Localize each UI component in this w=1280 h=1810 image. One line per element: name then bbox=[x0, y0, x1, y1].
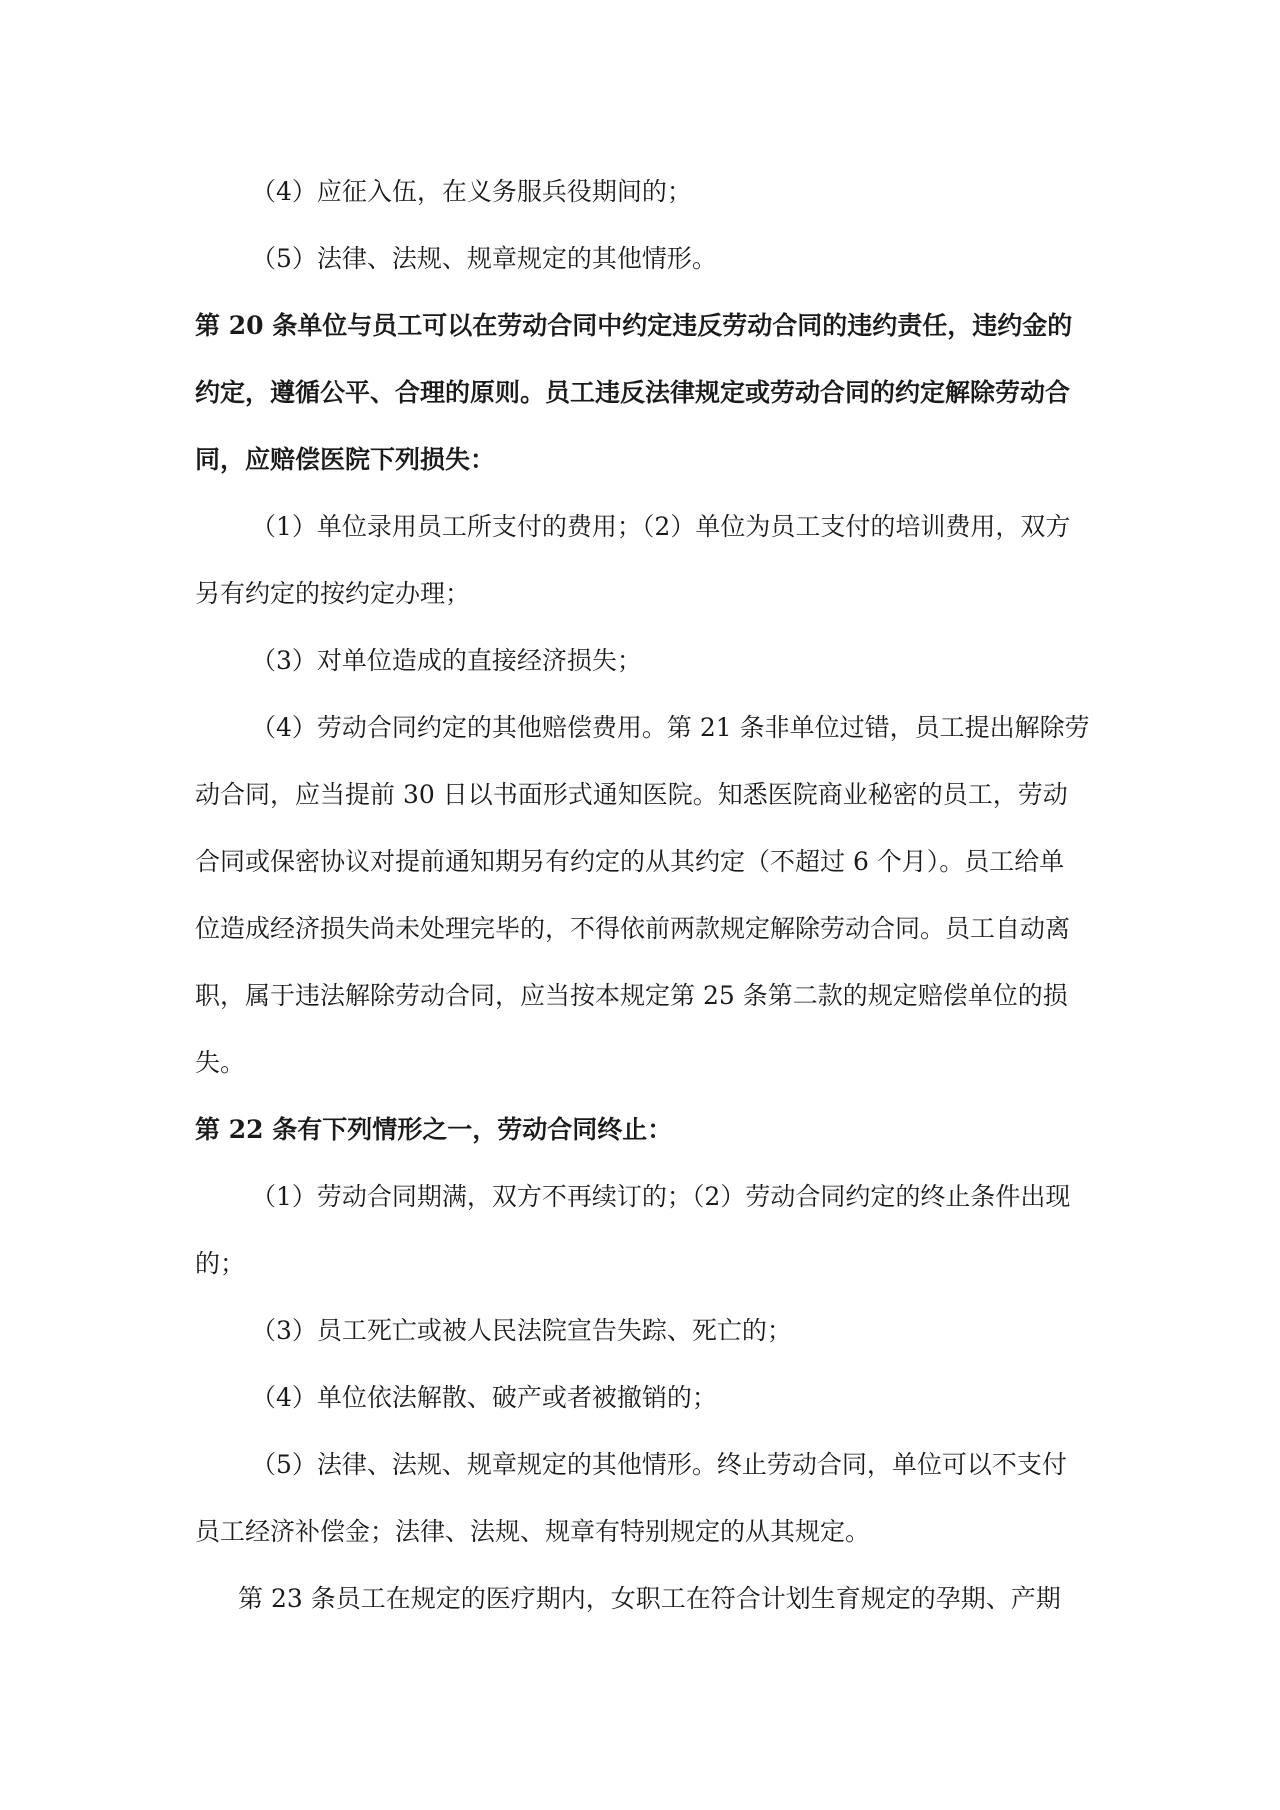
article-heading: 约定，遵循公平、合理的原则。员工违反法律规定或劳动合同的约定解除劳动合 bbox=[195, 378, 1071, 407]
text-line: （4）应征入伍，在义务服兵役期间的； bbox=[251, 177, 692, 206]
text-line: 合同或保密协议对提前通知期另有约定的从其约定（不超过 6 个月）。员工给单 bbox=[195, 847, 1065, 876]
text-line: 另有约定的按约定办理； bbox=[195, 579, 471, 608]
text-line: （3）员工死亡或被人民法院宣告失踪、死亡的； bbox=[251, 1316, 792, 1345]
article-heading: 第 22 条有下列情形之一，劳动合同终止： bbox=[195, 1115, 673, 1144]
text-line: （1）劳动合同期满，双方不再续订的；（2）劳动合同约定的终止条件出现 bbox=[251, 1182, 1071, 1211]
text-line: （4）劳动合同约定的其他赔偿费用。第 21 条非单位过错，员工提出解除劳 bbox=[251, 713, 1090, 742]
text-line: 位造成经济损失尚未处理完毕的，不得依前两款规定解除劳动合同。员工自动离 bbox=[195, 914, 1071, 943]
text-line: 员工经济补偿金；法律、法规、规章有特别规定的从其规定。 bbox=[195, 1517, 871, 1546]
text-line: 动合同，应当提前 30 日以书面形式通知医院。知悉医院商业秘密的员工，劳动 bbox=[195, 780, 1068, 809]
text-line: （1）单位录用员工所支付的费用；（2）单位为员工支付的培训费用，双方 bbox=[251, 512, 1071, 541]
text-line: 失。 bbox=[195, 1048, 246, 1077]
text-line: （3）对单位造成的直接经济损失； bbox=[251, 646, 642, 675]
article-heading: 第 20 条单位与员工可以在劳动合同中约定违反劳动合同的违约责任，违约金的 bbox=[195, 311, 1073, 340]
text-line: （5）法律、法规、规章规定的其他情形。 bbox=[251, 244, 717, 273]
document-body bbox=[195, 158, 1095, 1632]
text-line: （4）单位依法解散、破产或者被撤销的； bbox=[251, 1383, 717, 1412]
text-line: 的； bbox=[195, 1249, 246, 1278]
text-line: （5）法律、法规、规章规定的其他情形。终止劳动合同，单位可以不支付 bbox=[251, 1450, 1067, 1479]
text-line: 第 23 条员工在规定的医疗期内，女职工在符合计划生育规定的孕期、产期 bbox=[238, 1584, 1061, 1613]
text-line: 职，属于违法解除劳动合同，应当按本规定第 25 条第二款的规定赔偿单位的损 bbox=[195, 981, 1068, 1010]
article-heading: 同，应赔偿医院下列损失： bbox=[195, 445, 496, 474]
